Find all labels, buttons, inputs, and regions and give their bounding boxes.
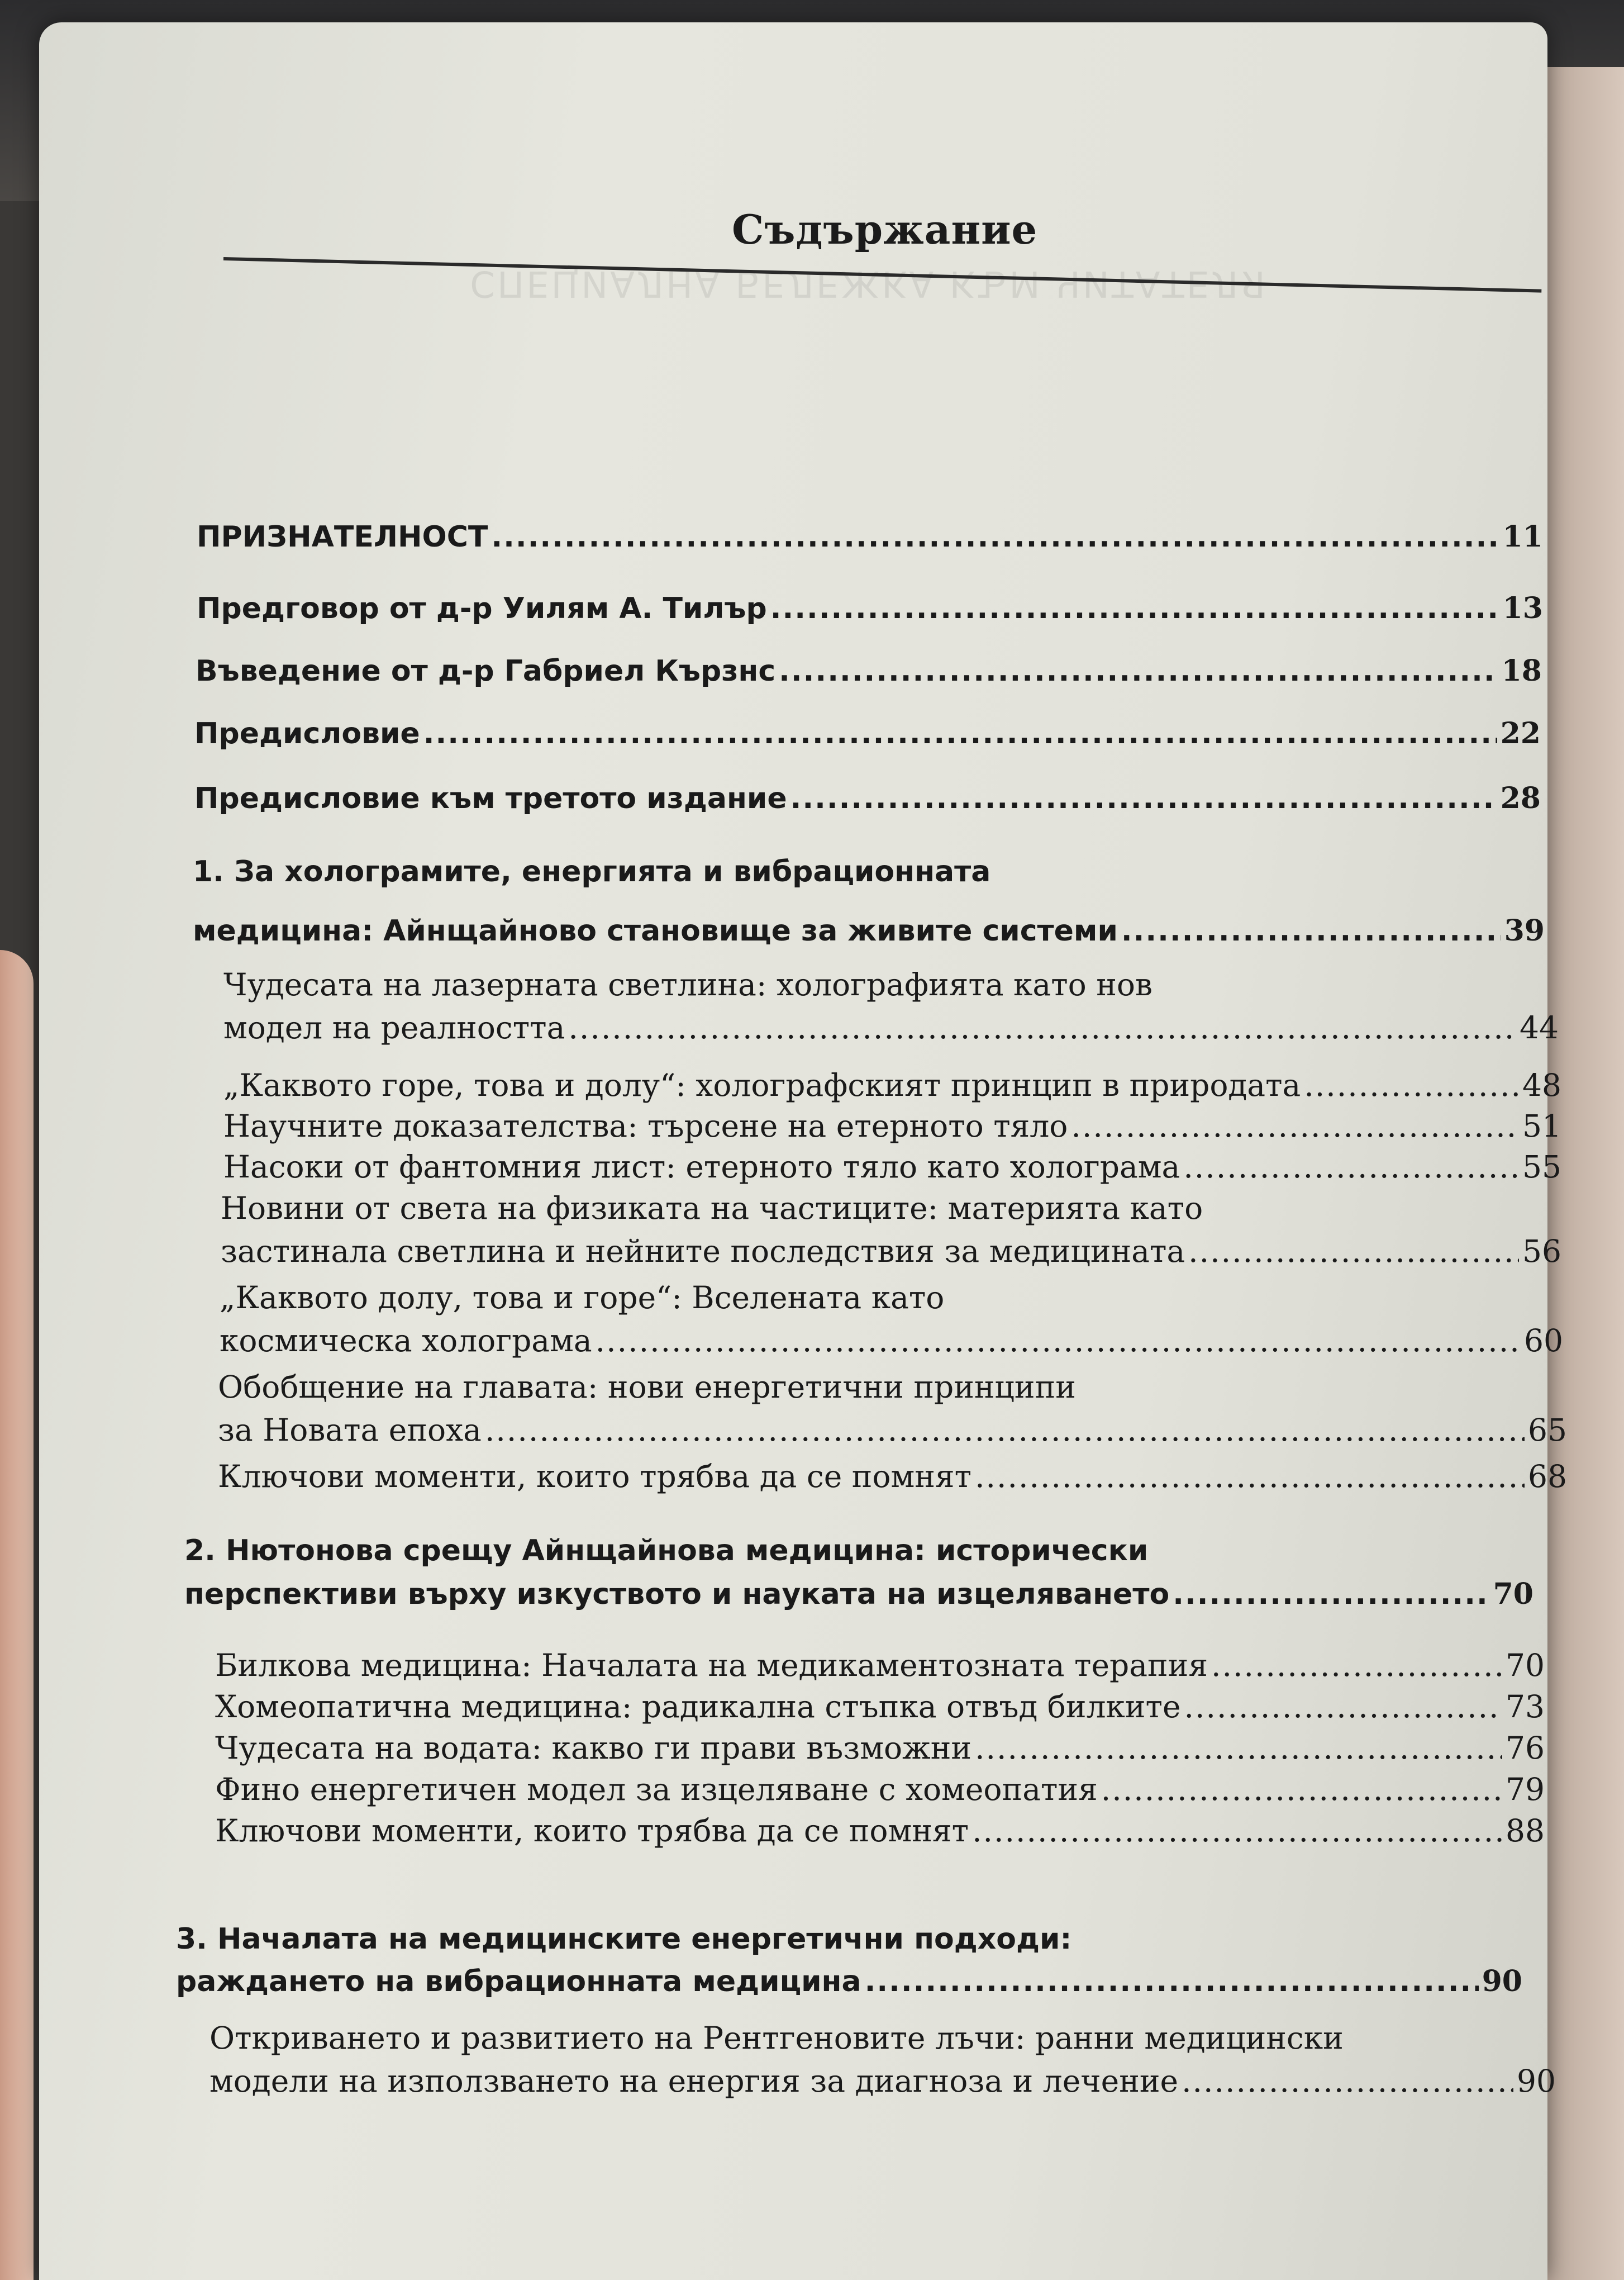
dot-leader <box>770 592 1499 625</box>
toc-entry-text: Ключови моменти, които трябва да се помнят <box>218 1459 972 1494</box>
toc-entry-text: Въведение от д-р Габриел Кързнс <box>196 654 776 688</box>
toc-entry-text: Новини от света на физиката на частиците: материята като <box>221 1190 1203 1226</box>
bleed-through-text: СПЕЦИАЛНА БЕЛЕЖКА КЪМ ЧИТАТЕЛЯ <box>470 263 1268 304</box>
dot-leader <box>790 782 1497 815</box>
toc-entry-text: Насоки от фантомния лист: етерното тяло като холограма <box>223 1149 1180 1185</box>
toc-entry-text: „Каквото долу, това и горе“: Вселената като <box>220 1280 945 1315</box>
dot-leader <box>972 1813 1502 1849</box>
dot-leader <box>1182 2063 1513 2099</box>
toc-entry-text: застинала светлина и нейните последствия за медицината <box>221 1233 1185 1269</box>
toc-entry-text: Предговор от д-р Уилям А. Тилър <box>197 592 767 625</box>
toc-entry-text: Ключови моменти, които трябва да се помнят <box>215 1813 969 1849</box>
toc-page-number: 70 <box>1493 1577 1533 1611</box>
toc-page-number: 51 <box>1522 1108 1561 1144</box>
toc-entry-text: медицина: Айнщайново становище за живите системи <box>193 914 1118 948</box>
holding-finger <box>0 950 34 2280</box>
toc-entry-text: Предисловие <box>194 717 420 750</box>
toc-page-number: 68 <box>1528 1459 1567 1494</box>
dot-leader <box>975 1459 1525 1494</box>
toc-entry-text: Хомеопатична медицина: радикална стъпка отвъд билките <box>215 1689 1181 1725</box>
toc-page-number: 56 <box>1522 1233 1561 1269</box>
dot-leader <box>1071 1108 1519 1144</box>
dot-leader <box>865 1965 1479 1998</box>
dot-leader <box>1188 1233 1519 1269</box>
toc-page-number: 55 <box>1522 1149 1561 1185</box>
toc-page-number: 48 <box>1522 1067 1561 1103</box>
dot-leader <box>975 1730 1502 1766</box>
toc-page-number: 13 <box>1502 591 1543 625</box>
toc-entry-text: за Новата епоха <box>218 1412 482 1448</box>
toc-page-number: 73 <box>1506 1689 1545 1725</box>
dot-leader <box>568 1010 1516 1046</box>
toc-entry-text: Чудесата на лазерната светлина: холографията като нов <box>223 967 1152 1003</box>
dot-leader <box>779 654 1498 688</box>
toc-entry-text: раждането на вибрационната медицина <box>176 1965 861 1998</box>
toc-page-number: 65 <box>1528 1412 1567 1448</box>
toc-page-number: 39 <box>1504 914 1545 948</box>
dot-leader <box>1183 1149 1519 1185</box>
toc-entry-text: модел на реалността <box>223 1010 565 1046</box>
toc-page-number: 11 <box>1502 520 1543 554</box>
toc-entry-text: 2. Нютонова срещу Айнщайнова медицина: исторически <box>184 1534 1149 1568</box>
toc-page-number: 79 <box>1506 1771 1545 1807</box>
dot-leader <box>1184 1689 1502 1725</box>
toc-entry-text: космическа холограма <box>220 1323 592 1358</box>
toc-entry-text: перспективи върху изкуството и науката на изцеляването <box>184 1578 1170 1611</box>
toc-entry-text: Откриването и развитието на Рентгеновите лъчи: ранни медицински <box>209 2020 1344 2056</box>
toc-entry-text: Фино енергетичен модел за изцеляване с хомеопатия <box>215 1771 1098 1807</box>
toc-entry-text: Обобщение на главата: нови енергетични принципи <box>218 1369 1076 1405</box>
dot-leader <box>1211 1647 1502 1683</box>
toc-page-number: 90 <box>1517 2063 1556 2099</box>
dot-leader <box>423 717 1497 750</box>
toc-page-number: 70 <box>1506 1647 1545 1683</box>
toc-entry-text: Билкова медицина: Началата на медикаментозната терапия <box>215 1647 1208 1683</box>
toc-entry-text: ПРИЗНАТЕЛНОСТ <box>197 520 488 554</box>
dot-leader <box>596 1323 1521 1358</box>
dot-leader <box>491 520 1499 554</box>
toc-page-number: 44 <box>1520 1010 1559 1046</box>
toc-entry-text: „Каквото горе, това и долу“: холографският принцип в природата <box>223 1067 1301 1103</box>
toc-page-number: 28 <box>1500 781 1541 815</box>
page-title: Съдържание <box>732 206 1038 253</box>
toc-page-number: 18 <box>1501 654 1542 688</box>
dot-leader <box>485 1412 1525 1448</box>
toc-page-number: 90 <box>1482 1964 1522 1998</box>
toc-entry-text: модели на използването на енергия за диагноза и лечение <box>209 2063 1179 2099</box>
dot-leader <box>1121 914 1501 948</box>
toc-page-number: 76 <box>1506 1730 1545 1766</box>
dot-leader <box>1101 1771 1502 1807</box>
toc-entry-text: Предисловие към третото издание <box>194 782 787 815</box>
toc-page-number: 22 <box>1500 716 1541 750</box>
toc-page-number: 60 <box>1524 1323 1563 1358</box>
dot-leader <box>1173 1578 1489 1611</box>
dot-leader <box>1304 1067 1519 1103</box>
toc-entry-text: Научните доказателства: търсене на етерното тяло <box>223 1108 1068 1144</box>
toc-entry-text: Чудесата на водата: какво ги прави възможни <box>215 1730 972 1766</box>
toc-page-number: 88 <box>1506 1813 1545 1849</box>
toc-entry-text: 3. Началата на медицинските енергетични подходи: <box>176 1922 1072 1956</box>
toc-entry-text: 1. За холограмите, енергията и вибрационната <box>193 855 991 889</box>
